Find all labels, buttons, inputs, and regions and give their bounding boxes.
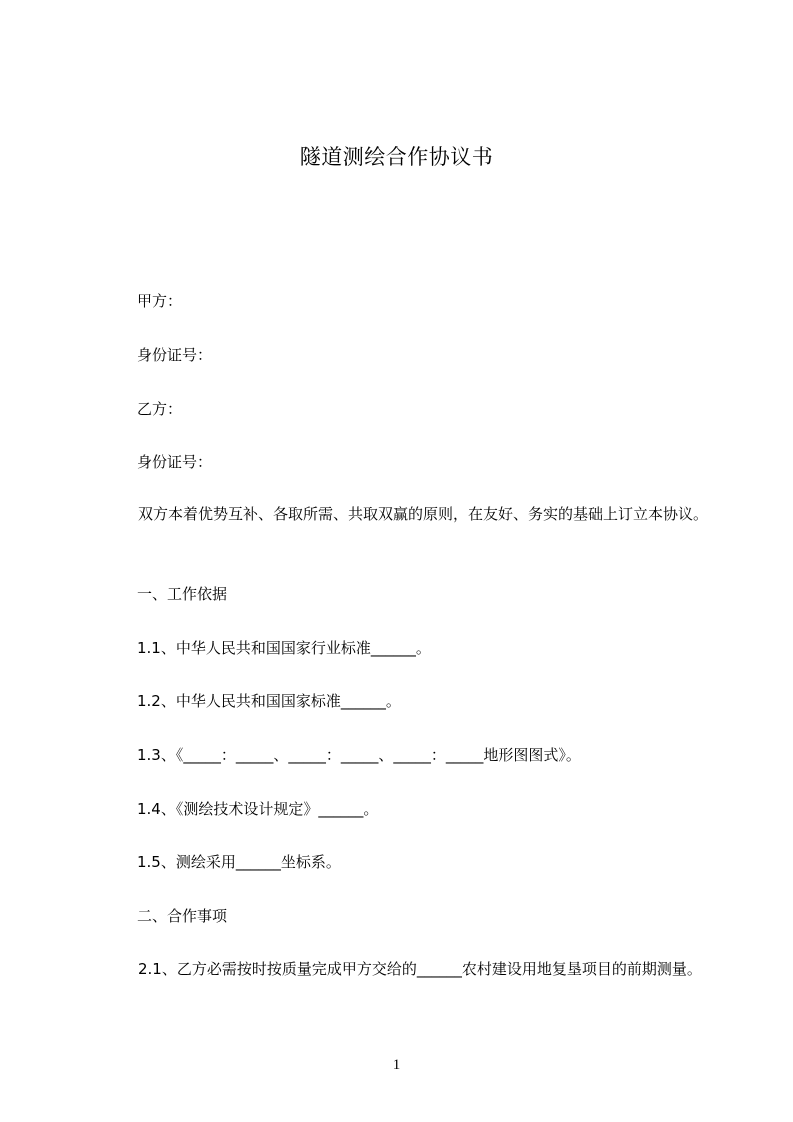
intro-paragraph: 双方本着优势互补、各取所需、共取双赢的原则，在友好、务实的基础上订立本协议。 xyxy=(138,505,709,523)
section-2-heading: 二、合作事项 xyxy=(137,907,228,925)
page-number: 1 xyxy=(392,1057,401,1073)
party-b-label: 乙方： xyxy=(137,400,183,418)
clause-1-2: 1.2、中华人民共和国国家标准______。 xyxy=(137,692,401,710)
clause-1-5: 1.5、测绘采用______坐标系。 xyxy=(137,853,341,871)
clause-1-3: 1.3、《_____：_____、_____：_____、_____：_____地形图图式》。 xyxy=(137,746,581,764)
clause-1-1: 1.1、中华人民共和国国家行业标准______。 xyxy=(137,639,431,657)
clause-1-4: 1.4、《测绘技术设计规定》______。 xyxy=(137,800,379,818)
party-b-id-label: 身份证号： xyxy=(137,453,213,471)
document-title: 隧道测绘合作协议书 xyxy=(299,145,494,169)
clause-2-1: 2.1、乙方必需按时按质量完成甲方交给的______农村建设用地复垦项目的前期测量。 xyxy=(138,960,702,978)
party-a-label: 甲方： xyxy=(137,292,183,310)
party-a-id-label: 身份证号： xyxy=(137,346,213,364)
section-1-heading: 一、工作依据 xyxy=(137,585,228,603)
